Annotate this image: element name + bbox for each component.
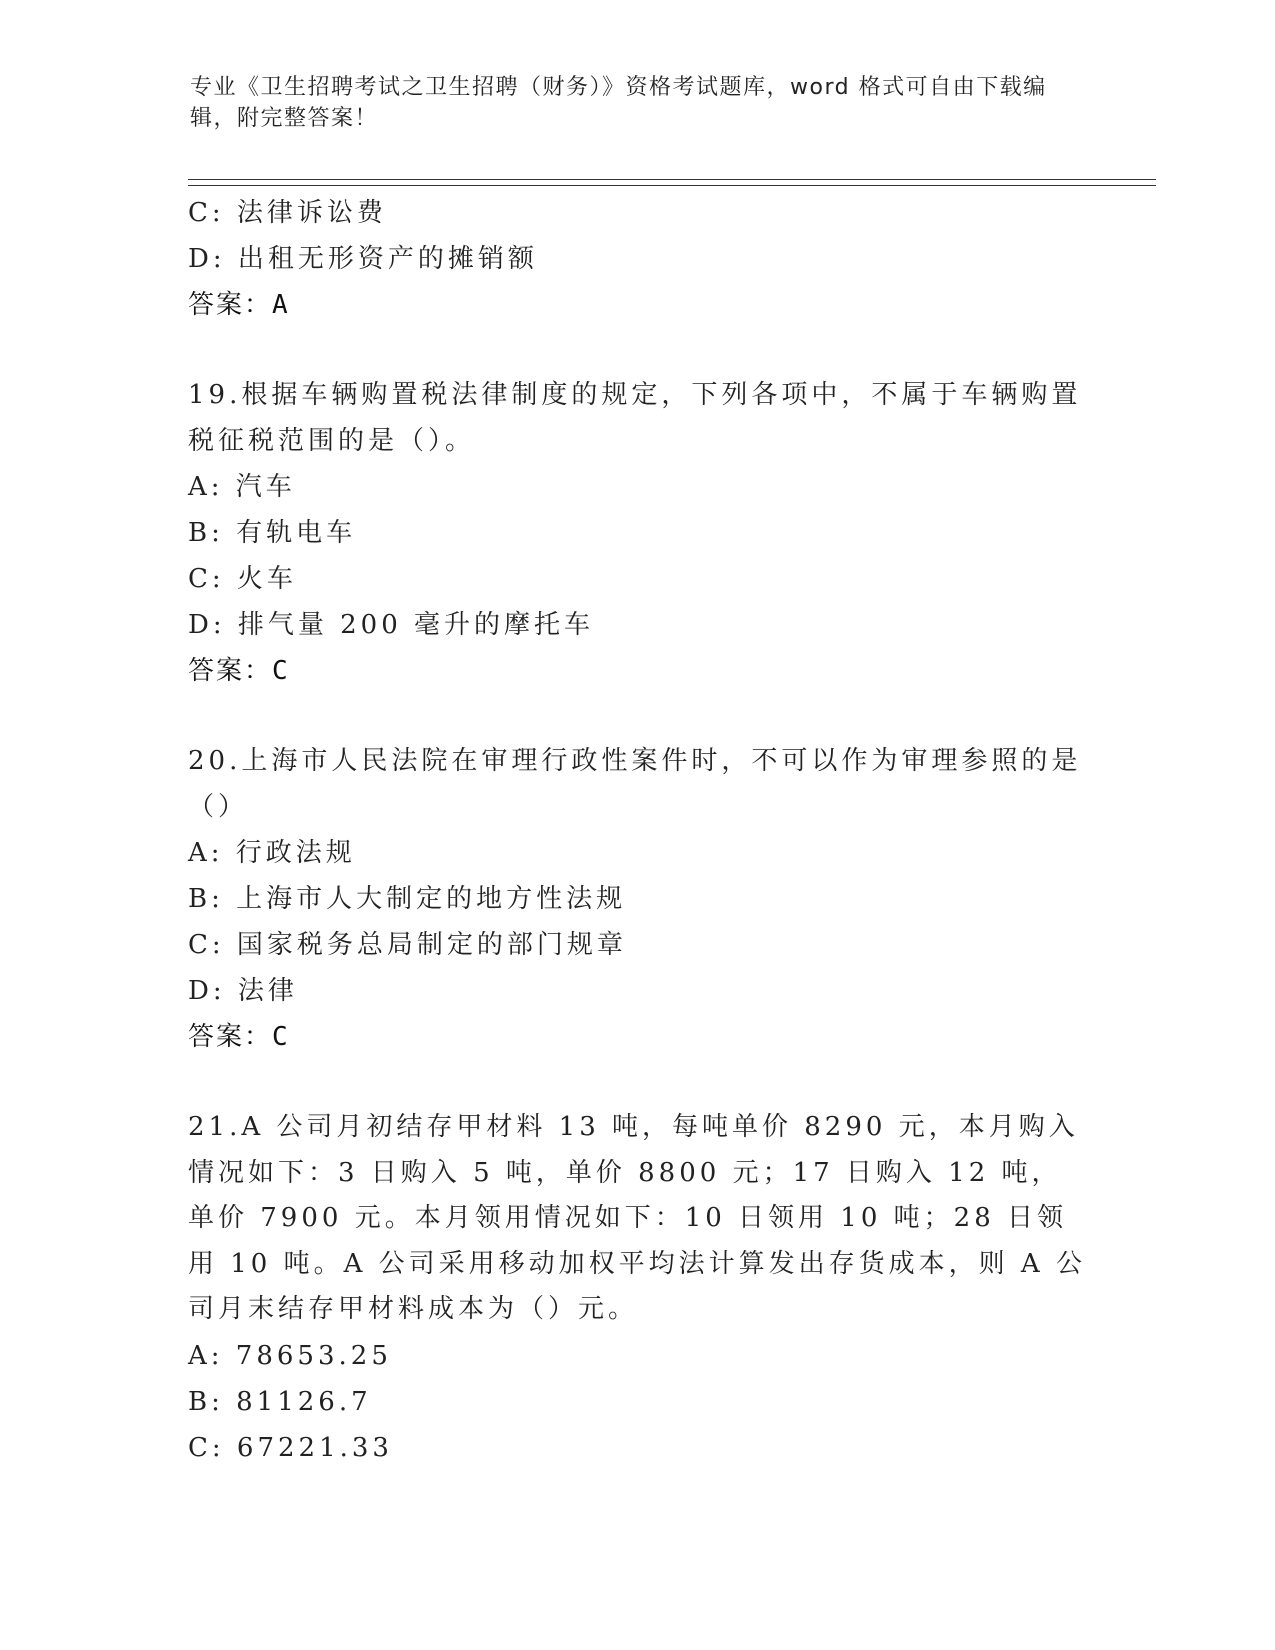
question-19	[188, 373, 1088, 694]
question-content	[188, 190, 1088, 1471]
spacer	[188, 328, 1088, 373]
answer-label: 答案：	[188, 1022, 273, 1052]
question-text: 20.上海市人民法院在审理行政性案件时，不可以作为审理参照的是（）	[188, 746, 1082, 822]
answer-label: 答案：	[188, 656, 273, 686]
answer-value: C	[272, 656, 290, 686]
option-b: B: 有轨电车	[188, 518, 357, 548]
spacer	[188, 694, 1088, 739]
spacer	[188, 1060, 1088, 1105]
option-d: D: 法律	[188, 976, 298, 1006]
header-divider-top	[188, 179, 1156, 180]
option-c: C: 火车	[188, 564, 297, 594]
option-c: C: 国家税务总局制定的部门规章	[188, 930, 627, 960]
answer-label: 答案：	[188, 290, 273, 320]
question-20	[188, 739, 1088, 1060]
header-divider-bottom	[188, 185, 1156, 186]
document-header: 专业《卫生招聘考试之卫生招聘（财务）》资格考试题库，word 格式可自由下载编辑，附完整答案！	[190, 75, 1047, 131]
answer-value: A	[272, 290, 290, 320]
option-a: A: 汽车	[188, 472, 296, 502]
option-c: C: 法律诉讼费	[188, 198, 387, 228]
answer-line	[188, 648, 1088, 694]
question-21	[188, 1105, 1088, 1471]
answer-line	[188, 282, 1088, 328]
option-c: C: 67221.33	[188, 1432, 393, 1463]
question-text: 19.根据车辆购置税法律制度的规定，下列各项中，不属于车辆购置税征税范围的是（）。	[188, 380, 1082, 456]
question-text: 21.A 公司月初结存甲材料 13 吨，每吨单价 8290 元，本月购入情况如下：3 日购入 5 吨，单价 8800 元；17 日购入 12 吨，单价 7900 元。本月领用情况如下：10 日领用 10 吨；28 日领用 10 吨。A 公司采用移动加权平均法计算发出存货成本，则 A 公司月末结存甲材料成本为（）元。	[188, 1112, 1086, 1324]
option-b: B: 81126.7	[188, 1386, 372, 1417]
answer-value: C	[272, 1022, 290, 1052]
option-a: A: 78653.25	[188, 1340, 392, 1371]
option-a: A: 行政法规	[188, 838, 356, 868]
option-d: D: 排气量 200 毫升的摩托车	[188, 610, 595, 640]
prev-question-block	[188, 190, 1088, 328]
option-b: B: 上海市人大制定的地方性法规	[188, 884, 627, 914]
answer-line	[188, 1014, 1088, 1060]
option-d: D: 出租无形资产的摊销额	[188, 244, 538, 274]
